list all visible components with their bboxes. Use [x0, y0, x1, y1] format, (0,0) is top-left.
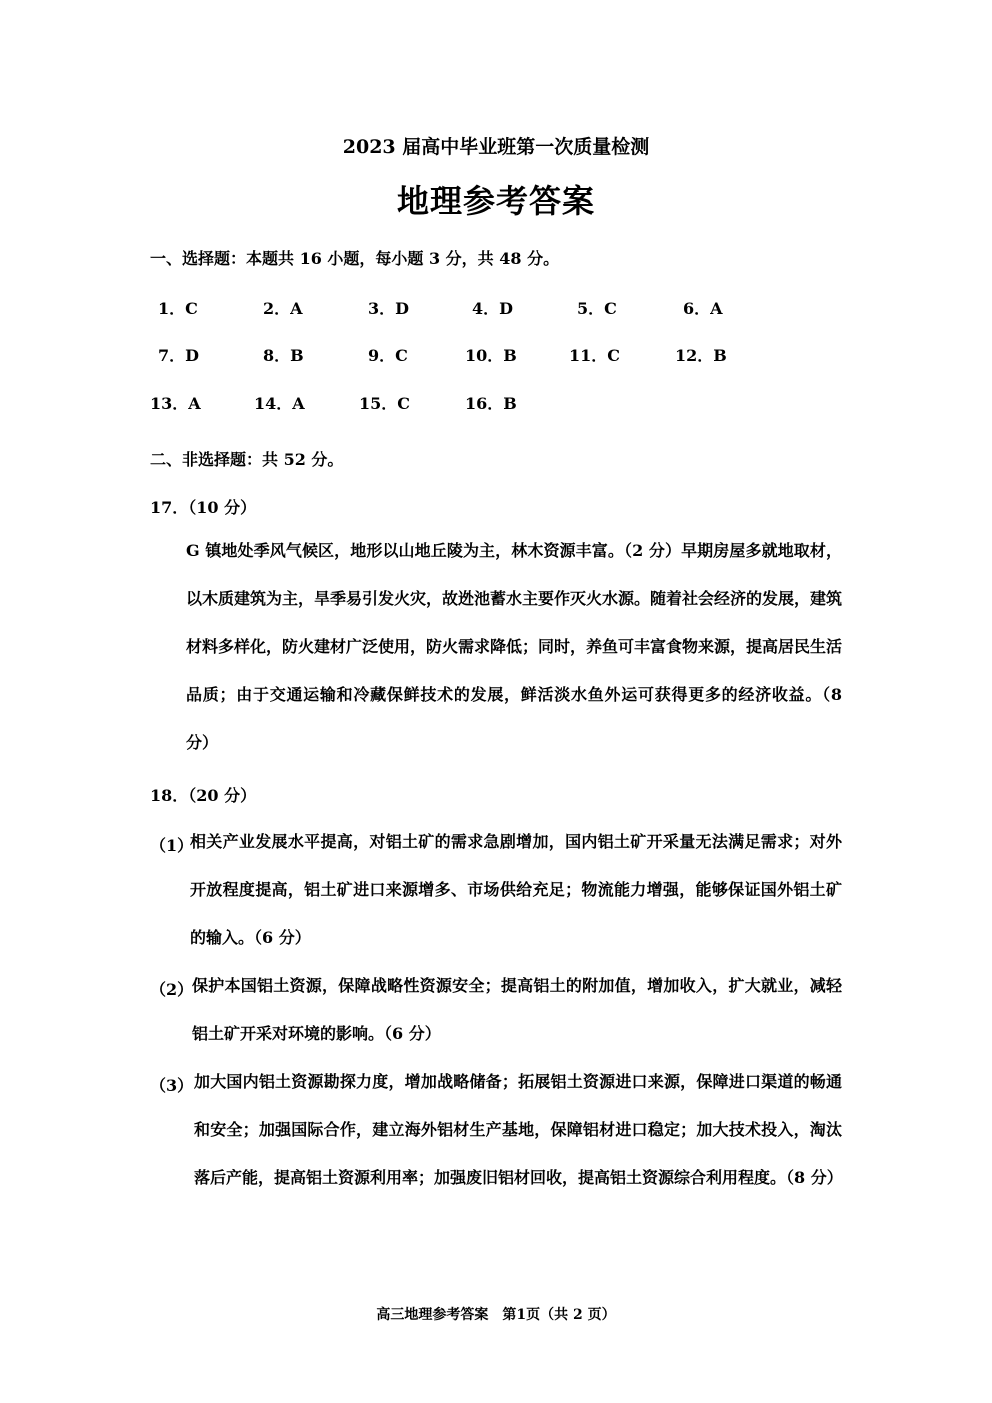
- answer-10: 10．B: [465, 346, 517, 365]
- answer-16: 16．B: [465, 394, 517, 413]
- exam-subtitle: 2023 届高中毕业班第一次质量检测: [342, 136, 650, 158]
- answer-5: 5．C: [577, 299, 617, 318]
- question-17-answer: G 镇地处季风气候区，地形以山地丘陵为主，林木资源丰富。（2 分）早期房屋多就地取材，以木质建筑为主，旱季易引发火灾，故迯池蓄水主要作灭火水源。随着社会经济的发展，建筑材料多样化，防火建材广泛使用，防火需求降低；同时，养鱼可丰富食物来源，提高居民生活品质；由于交通运输和冷藏保鲜技术的发展，鲜活淡水鱼外运可获得更多的经济收益。（8 分）: [186, 541, 843, 752]
- question-18-label: 18．（20 分）: [150, 786, 257, 805]
- answer-2: 2．A: [263, 299, 303, 318]
- page-title: 地理参考答案: [396, 182, 595, 220]
- answer-6: 6．A: [683, 299, 723, 318]
- question-18-1-label: （1）: [150, 836, 194, 855]
- answer-15: 15．C: [359, 394, 411, 413]
- question-17-label: 17．（10 分）: [150, 498, 257, 517]
- answer-14: 14．A: [254, 394, 305, 413]
- question-18-2-label: （2）: [150, 980, 194, 999]
- answer-4: 4．D: [472, 299, 514, 318]
- answer-12: 12．B: [675, 346, 727, 365]
- question-18-1-answer: 相关产业发展水平提高，对铝土矿的需求急剧增加，国内铝土矿开采量无法满足需求；对外开放程度提高，铝土矿进口来源增多、市场供给充足；物流能力增强，能够保证国外铝土矿的输入。（6 分）: [190, 832, 842, 947]
- answer-7: 7．D: [158, 346, 200, 365]
- part2-heading: 二、非选择题：共 52 分。: [150, 450, 344, 469]
- question-18-3-answer: 加大国内铝土资源勘探力度，增加战略储备；拓展铝土资源进口来源，保障进口渠道的畅通和安全；加强国际合作，建立海外铝材生产基地，保障铝材进口稳定；加大技术投入，淘汰落后产能，提高铝土资源利用率；加强废旧铝材回收，提高铝土资源综合利用程度。（8 分）: [194, 1072, 843, 1187]
- part1-heading: 一、选择题：本题共 16 小题，每小题 3 分，共 48 分。: [150, 249, 560, 268]
- answer-3: 3．D: [368, 299, 410, 318]
- answer-9: 9．C: [368, 346, 408, 365]
- answer-13: 13．A: [150, 394, 201, 413]
- answer-11: 11．C: [569, 346, 621, 365]
- page-footer: 高三地理参考答案 第1页（共 2 页）: [376, 1307, 616, 1323]
- question-18-3-label: （3）: [150, 1076, 194, 1095]
- answer-1: 1．C: [158, 299, 198, 318]
- question-18-2-answer: 保护本国铝土资源，保障战略性资源安全；提高铝土的附加值，增加收入，扩大就业，减轻铝土矿开采对环境的影响。（6 分）: [192, 976, 842, 1043]
- answer-8: 8．B: [263, 346, 304, 365]
